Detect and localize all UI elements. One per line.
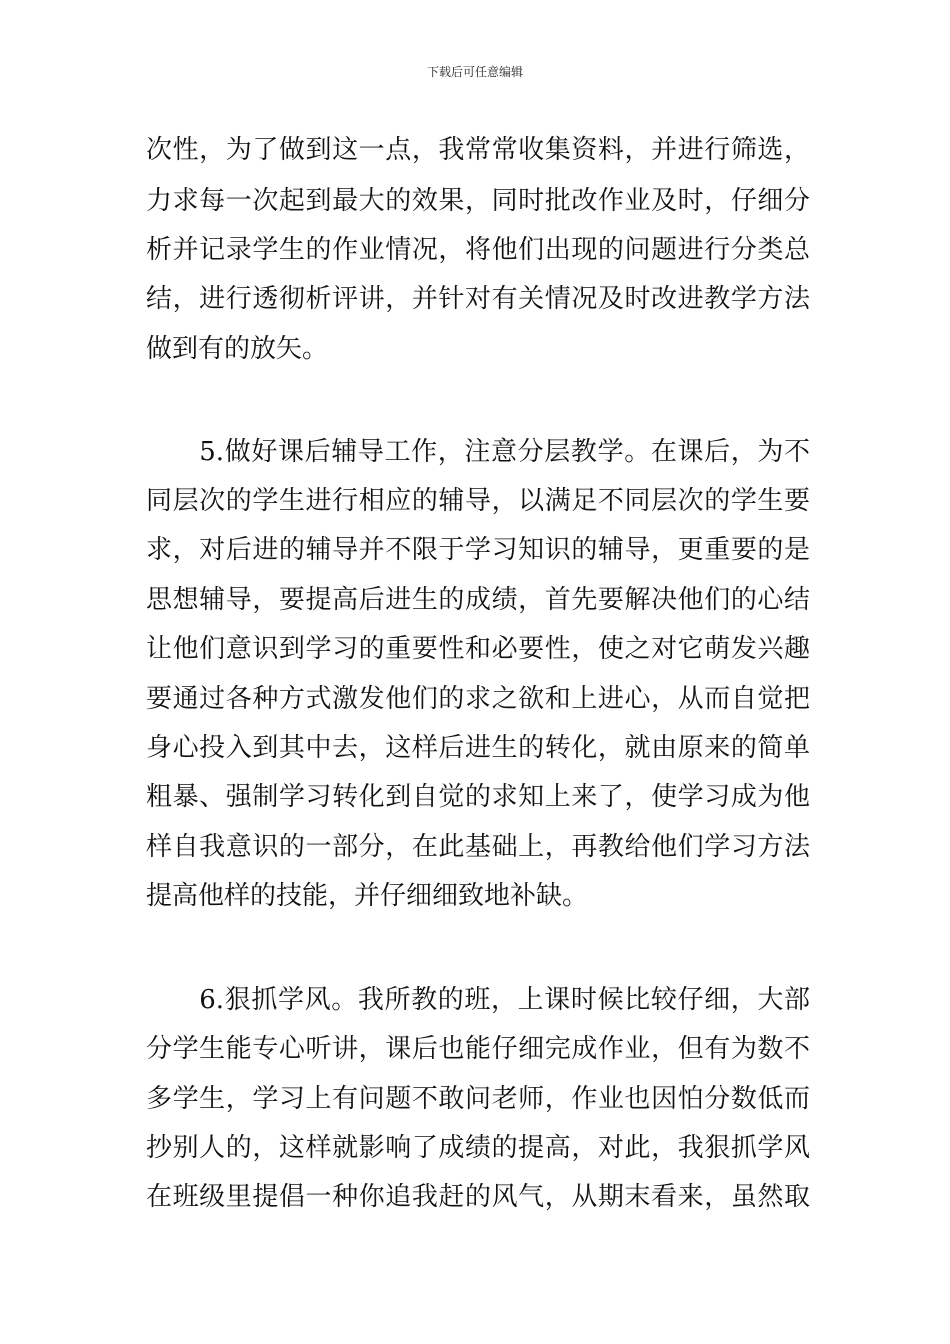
text-line: 多学生，学习上有问题不敢问老师，作业也因怕分数低而: [146, 1084, 810, 1114]
text-line: 做到有的放矢。: [146, 334, 329, 364]
text-line: 身心投入到其中去，这样后进生的转化，就由原来的简单: [146, 733, 810, 763]
text-line: 在班级里提倡一种你追我赶的风气，从期末看来，虽然取: [146, 1182, 810, 1212]
text-line: 粗暴、强制学习转化到自觉的求知上来了，使学习成为他: [146, 782, 810, 812]
text-line: 思想辅导，要提高后进生的成绩，首先要解决他们的心结: [146, 585, 810, 615]
text-line: 求，对后进的辅导并不限于学习知识的辅导，更重要的是: [146, 535, 810, 565]
page-header: 下载后可任意编辑: [426, 65, 523, 79]
text-line: 抄别人的，这样就影响了成绩的提高，对此，我狠抓学风: [146, 1133, 810, 1163]
text-line: 要通过各种方式激发他们的求之欲和上进心，从而自觉把: [146, 684, 810, 714]
text-line: 6.狠抓学风。我所教的班，上课时候比较仔细，大部: [146, 985, 810, 1015]
text-line: 5.做好课后辅导工作，注意分层教学。在课后，为不: [146, 437, 810, 467]
text-line: 提高他样的技能，并仔细细致地补缺。: [146, 881, 589, 911]
text-line: 同层次的学生进行相应的辅导，以满足不同层次的学生要: [146, 486, 810, 516]
text-line: 样自我意识的一部分，在此基础上，再教给他们学习方法: [146, 832, 810, 862]
text-line: 让他们意识到学习的重要性和必要性，使之对它萌发兴趣: [146, 634, 810, 664]
text-line: 结，进行透彻析评讲，并针对有关情况及时改进教学方法: [146, 284, 810, 314]
text-line: 力求每一次起到最大的效果，同时批改作业及时，仔细分: [146, 186, 810, 216]
text-line: 次性，为了做到这一点，我常常收集资料，并进行筛选，: [146, 135, 810, 165]
text-line: 分学生能专心听讲，课后也能仔细完成作业，但有为数不: [146, 1034, 810, 1064]
text-line: 析并记录学生的作业情况，将他们出现的问题进行分类总: [146, 235, 810, 265]
